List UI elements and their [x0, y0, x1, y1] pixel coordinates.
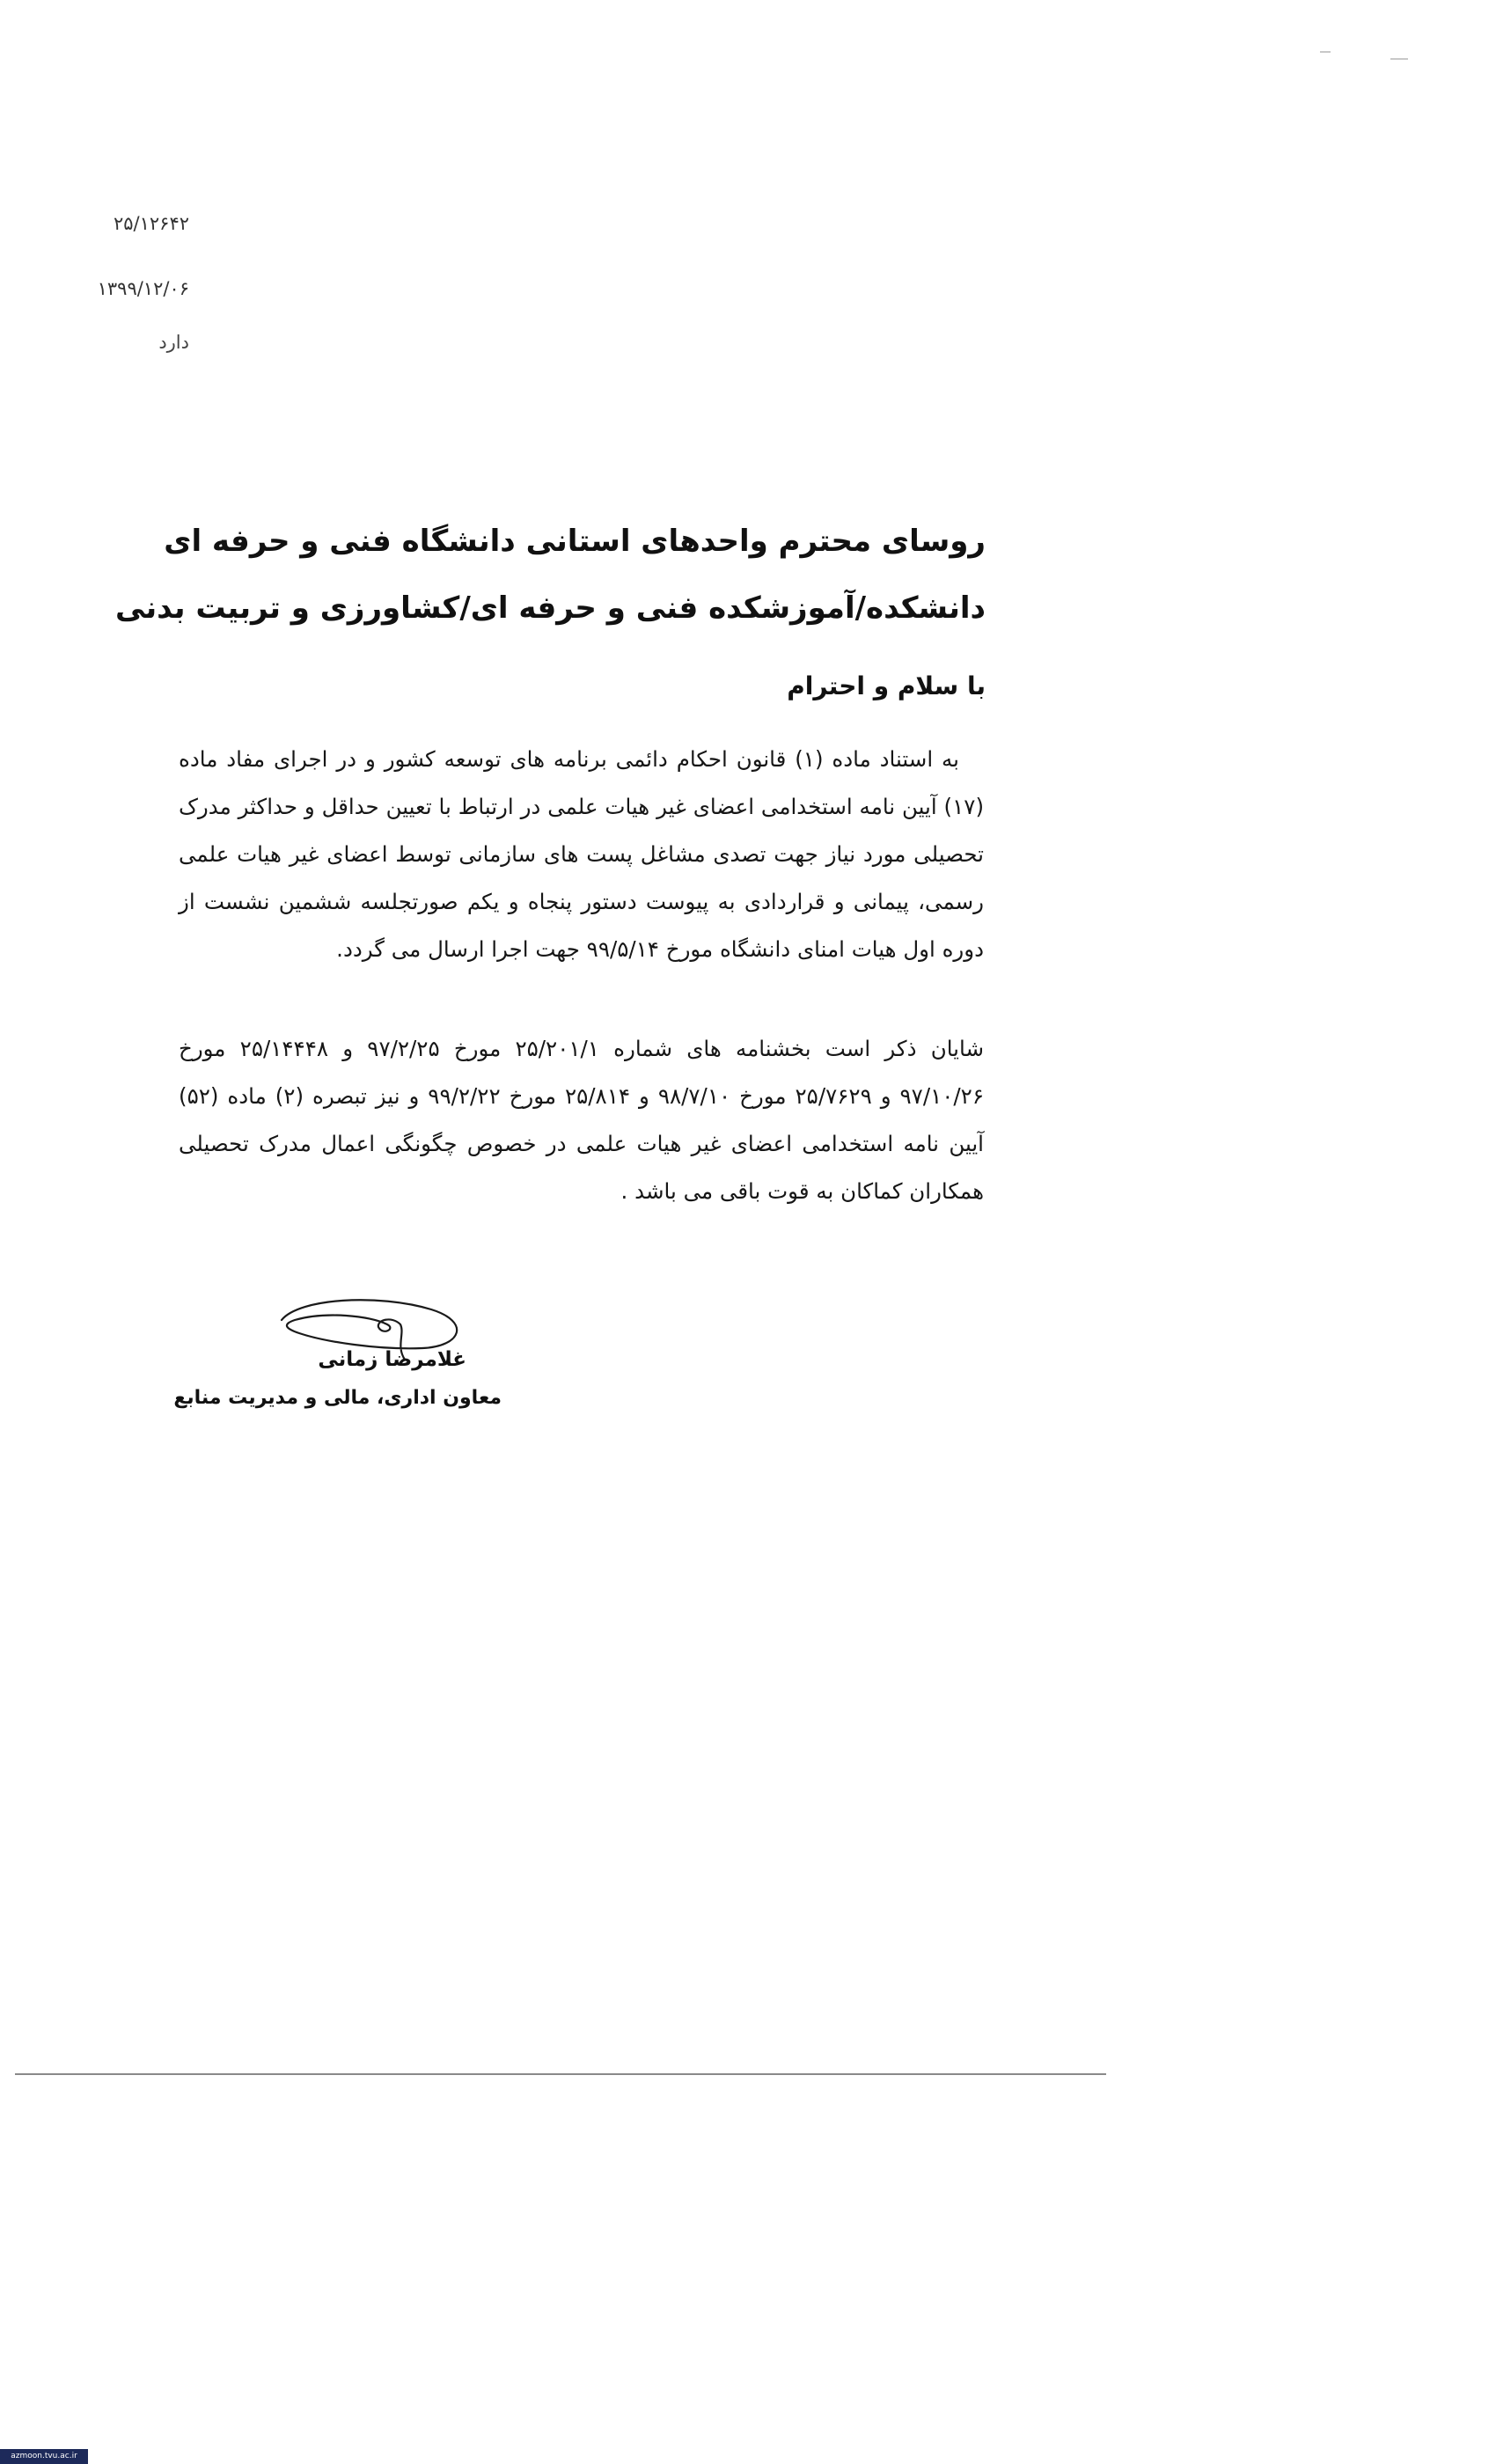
recipient-line: روسای محترم واحدهای استانی دانشگاه فنی و حرفه ای	[164, 524, 986, 559]
signature-block	[173, 1294, 502, 1426]
body-paragraph: به استناد ماده (۱) قانون احکام دائمی برنامه های توسعه کشور و در اجرای مفاد ماده (۱۷) آیین نامه استخدامی اعضای غیر هیات علمی در ارتباط با تعیین حداقل و حداکثر مدرک تحصیلی مورد نیاز جهت تصدی مشاغل پست های سازمانی توسط اعضای غیر هیات علمی رسمی، پیمانی و قراردادی به پیوست دستور پنجاه و یکم صورتجلسه ششمین نشست از دوره اول هیات امنای دانشگاه مورخ ۹۹/۵/۱۴ جهت اجرا ارسال می گردد.	[179, 746, 984, 962]
signatory-name: غلامرضا زمانی	[318, 1348, 466, 1371]
letter-date: ۱۳۹۹/۱۲/۰۶	[97, 278, 189, 299]
page-divider	[15, 2073, 1106, 2075]
letter-attachment: دارد	[158, 332, 189, 353]
signatory-title: معاون اداری، مالی و مدیریت منابع	[173, 1387, 502, 1409]
recipient-line: دانشکده/آموزشکده فنی و حرفه ای/کشاورزی و تربیت بدنی	[114, 590, 986, 626]
letter-number: ۲۵/۱۲۶۴۲	[113, 213, 189, 234]
footer-badge[interactable]: azmoon.tvu.ac.ir	[0, 2449, 88, 2464]
greeting: با سلام و احترام	[787, 671, 986, 700]
body-paragraph: شایان ذکر است بخشنامه های شماره ۲۵/۲۰۱/۱ مورخ ۹۷/۲/۲۵ و ۲۵/۱۴۴۴۸ مورخ ۹۷/۱۰/۲۶ و ۲۵/۷۶۲۹ مورخ ۹۸/۷/۱۰ و ۲۵/۸۱۴ مورخ ۹۹/۲/۲۲ و نیز تبصره (۲) ماده (۵۲) آیین نامه استخدامی اعضای غیر هیات علمی در خصوص چگونگی اعمال مدرک تحصیلی همکاران کماکان به قوت باقی می باشد .	[179, 1036, 984, 1204]
scan-artifact	[1390, 58, 1408, 60]
scan-artifact	[1320, 51, 1331, 53]
